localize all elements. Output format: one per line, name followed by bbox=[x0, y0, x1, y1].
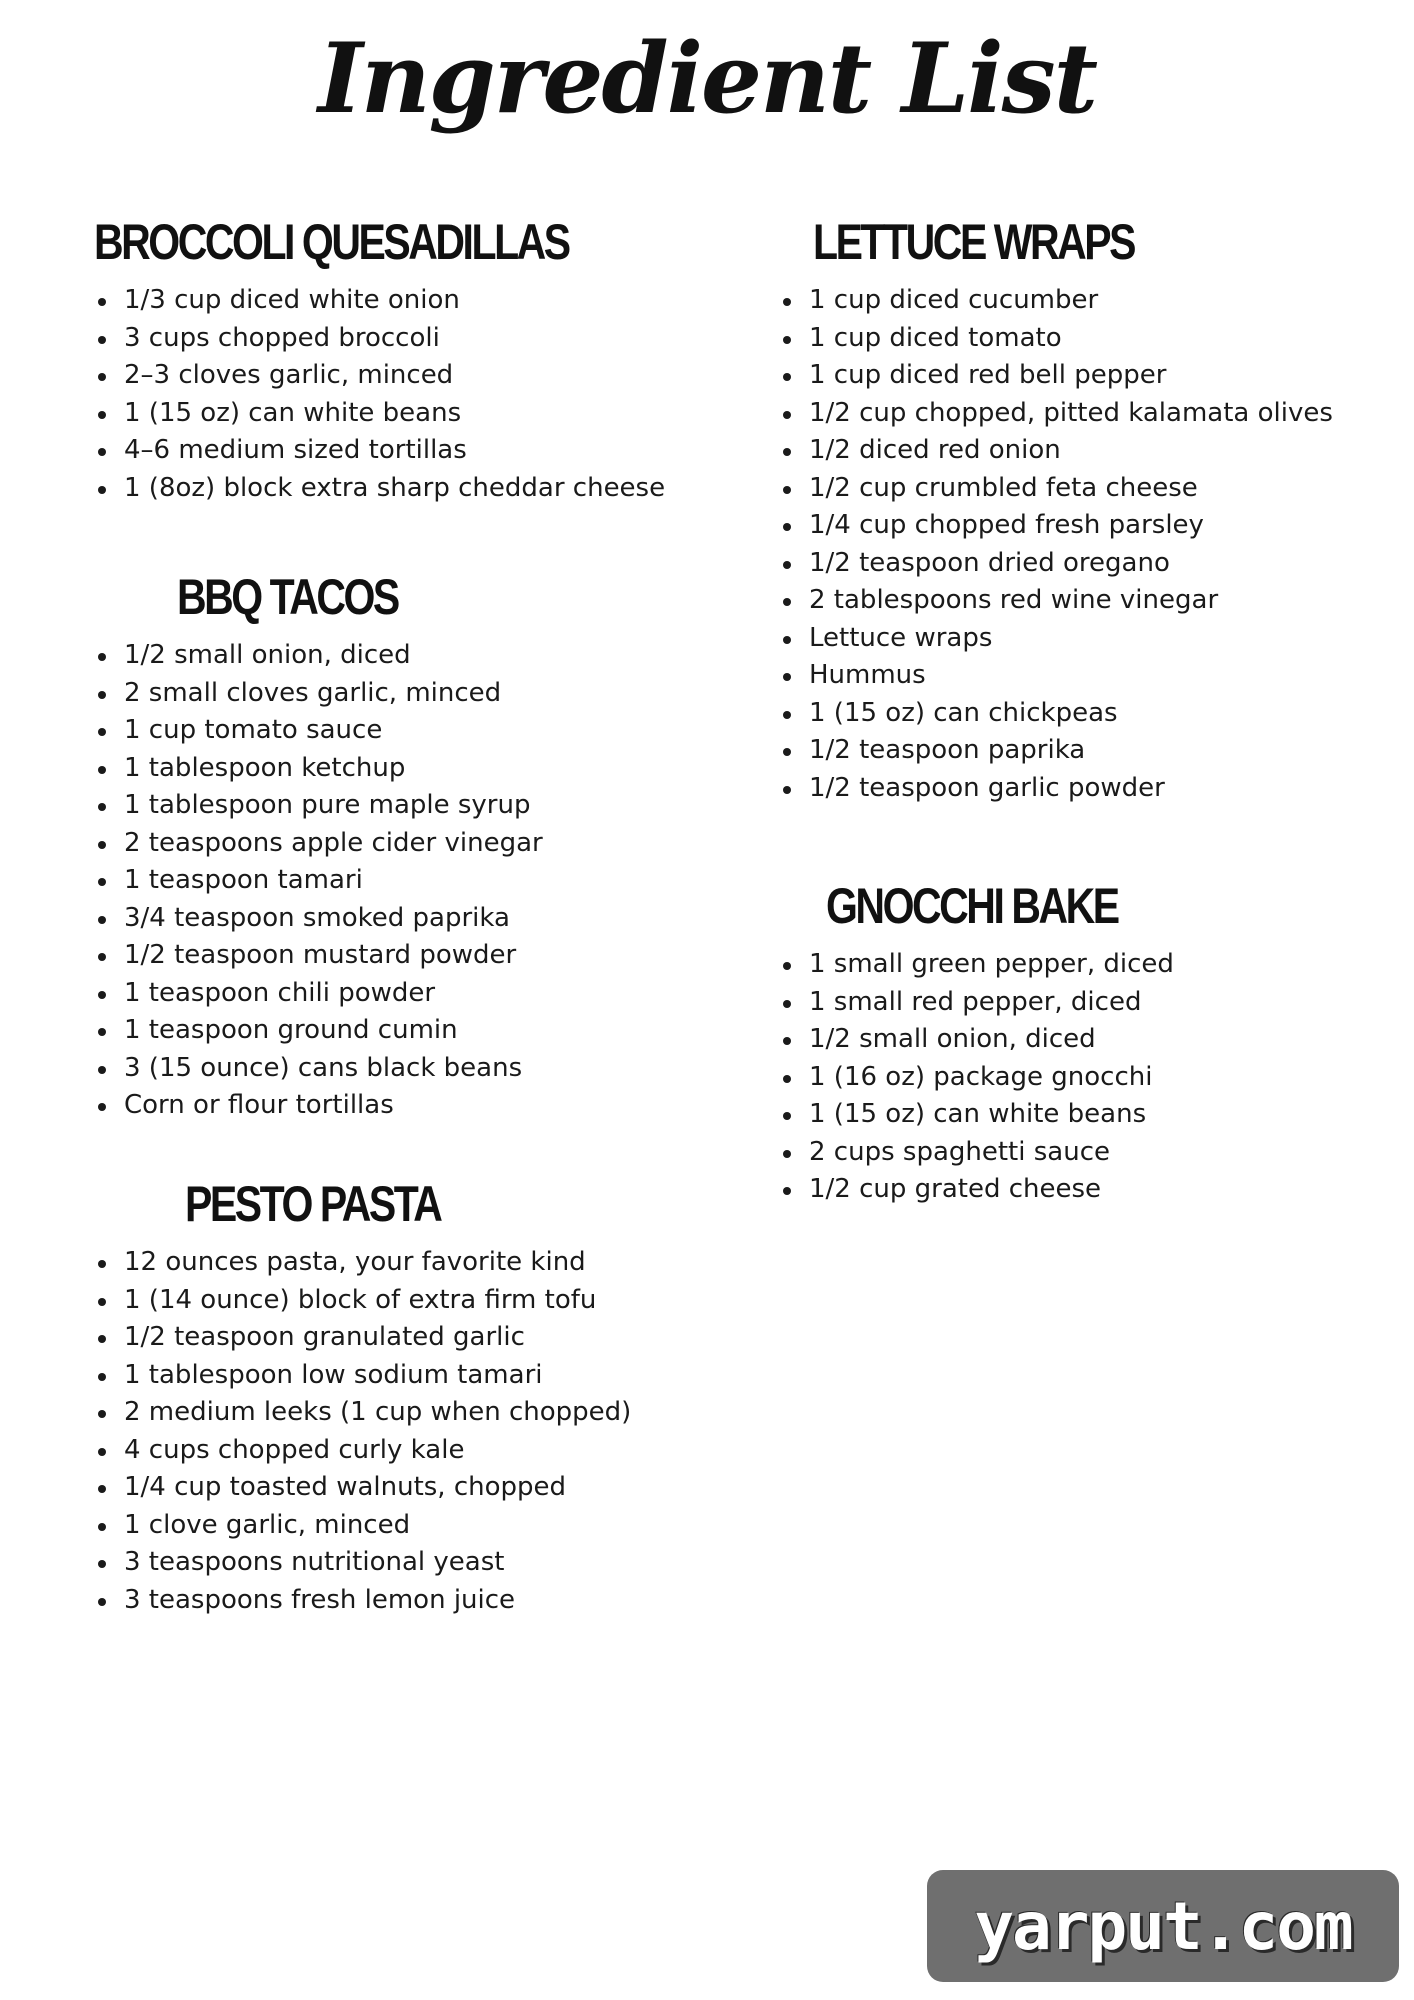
ingredient-item: 1/2 diced red onion bbox=[780, 432, 1333, 470]
ingredient-item: 4–6 medium sized tortillas bbox=[95, 432, 673, 470]
ingredient-item: 1/2 teaspoon paprika bbox=[780, 732, 1333, 770]
ingredient-item: 1/2 small onion, diced bbox=[95, 637, 543, 675]
recipe-heading: BROCCOLI QUESADILLAS bbox=[94, 214, 569, 270]
ingredient-item: 1 (14 ounce) block of extra firm tofu bbox=[95, 1282, 631, 1320]
ingredient-item: 1/2 cup grated cheese bbox=[780, 1171, 1182, 1209]
ingredient-item: 1 cup diced cucumber bbox=[780, 282, 1333, 320]
watermark-badge: yarput.com bbox=[927, 1870, 1399, 1982]
ingredient-item: 1 (15 oz) can white beans bbox=[780, 1096, 1182, 1134]
recipe-broccoli-quesadillas bbox=[95, 210, 673, 507]
ingredient-item: 1 cup tomato sauce bbox=[95, 712, 543, 750]
ingredient-item: 1 small red pepper, diced bbox=[780, 984, 1182, 1022]
ingredient-list bbox=[780, 946, 1182, 1209]
ingredient-item: 1 teaspoon ground cumin bbox=[95, 1012, 543, 1050]
ingredient-list bbox=[780, 282, 1333, 807]
ingredient-item: 1 (8oz) block extra sharp cheddar cheese bbox=[95, 470, 673, 508]
ingredient-item: Lettuce wraps bbox=[780, 620, 1333, 658]
ingredient-item: 3/4 teaspoon smoked paprika bbox=[95, 900, 543, 938]
recipe-pesto-pasta bbox=[124, 1172, 632, 1619]
recipe-lettuce-wraps bbox=[780, 210, 1333, 807]
ingredient-item: 3 teaspoons nutritional yeast bbox=[95, 1544, 631, 1582]
ingredient-item: 1 clove garlic, minced bbox=[95, 1507, 631, 1545]
ingredient-item: 1 tablespoon pure maple syrup bbox=[95, 787, 543, 825]
ingredient-item: 1/2 teaspoon mustard powder bbox=[95, 937, 543, 975]
ingredient-item: 1 cup diced red bell pepper bbox=[780, 357, 1333, 395]
ingredient-item: 1 tablespoon low sodium tamari bbox=[95, 1357, 631, 1395]
ingredient-item: 2 teaspoons apple cider vinegar bbox=[95, 825, 543, 863]
recipe-heading: LETTUCE WRAPS bbox=[813, 214, 1135, 270]
ingredient-item: 1 tablespoon ketchup bbox=[95, 750, 543, 788]
ingredient-item: 4 cups chopped curly kale bbox=[95, 1432, 631, 1470]
ingredient-item: 2 tablespoons red wine vinegar bbox=[780, 582, 1333, 620]
recipe-gnocchi-bake bbox=[780, 874, 1182, 1209]
ingredient-item: 1 cup diced tomato bbox=[780, 320, 1333, 358]
ingredient-list bbox=[95, 637, 543, 1125]
ingredient-item: 2 small cloves garlic, minced bbox=[95, 675, 543, 713]
ingredient-list bbox=[95, 1244, 631, 1619]
ingredient-item: 1/2 teaspoon granulated garlic bbox=[95, 1319, 631, 1357]
ingredient-item: 1 (15 oz) can white beans bbox=[95, 395, 673, 433]
ingredient-item: 2–3 cloves garlic, minced bbox=[95, 357, 673, 395]
ingredient-list bbox=[95, 282, 673, 507]
ingredient-item: 1 teaspoon chili powder bbox=[95, 975, 543, 1013]
ingredient-item: 1/4 cup chopped fresh parsley bbox=[780, 507, 1333, 545]
ingredient-item: 2 cups spaghetti sauce bbox=[780, 1134, 1182, 1172]
ingredient-item: 1/4 cup toasted walnuts, chopped bbox=[95, 1469, 631, 1507]
ingredient-item: 1/2 teaspoon garlic powder bbox=[780, 770, 1333, 808]
ingredient-item: Hummus bbox=[780, 657, 1333, 695]
ingredient-item: 2 medium leeks (1 cup when chopped) bbox=[95, 1394, 631, 1432]
ingredient-item: 3 teaspoons fresh lemon juice bbox=[95, 1582, 631, 1620]
recipe-heading: PESTO PASTA bbox=[185, 1176, 441, 1232]
recipe-heading: GNOCCHI BAKE bbox=[826, 878, 1118, 934]
ingredient-item: Corn or flour tortillas bbox=[95, 1087, 543, 1125]
recipe-bbq-tacos bbox=[124, 565, 543, 1125]
ingredient-item: 1 (15 oz) can chickpeas bbox=[780, 695, 1333, 733]
page-title: Ingredient List bbox=[317, 22, 1097, 135]
ingredient-item: 1 (16 oz) package gnocchi bbox=[780, 1059, 1182, 1097]
ingredient-item: 1/2 cup chopped, pitted kalamata olives bbox=[780, 395, 1333, 433]
ingredient-item: 1/3 cup diced white onion bbox=[95, 282, 673, 320]
ingredient-item: 1 small green pepper, diced bbox=[780, 946, 1182, 984]
ingredient-item: 1 teaspoon tamari bbox=[95, 862, 543, 900]
ingredient-item: 3 (15 ounce) cans black beans bbox=[95, 1050, 543, 1088]
ingredient-item: 12 ounces pasta, your favorite kind bbox=[95, 1244, 631, 1282]
ingredient-item: 1/2 small onion, diced bbox=[780, 1021, 1182, 1059]
recipe-heading: BBQ TACOS bbox=[177, 569, 398, 625]
ingredient-item: 1/2 cup crumbled feta cheese bbox=[780, 470, 1333, 508]
ingredient-item: 3 cups chopped broccoli bbox=[95, 320, 673, 358]
ingredient-item: 1/2 teaspoon dried oregano bbox=[780, 545, 1333, 583]
